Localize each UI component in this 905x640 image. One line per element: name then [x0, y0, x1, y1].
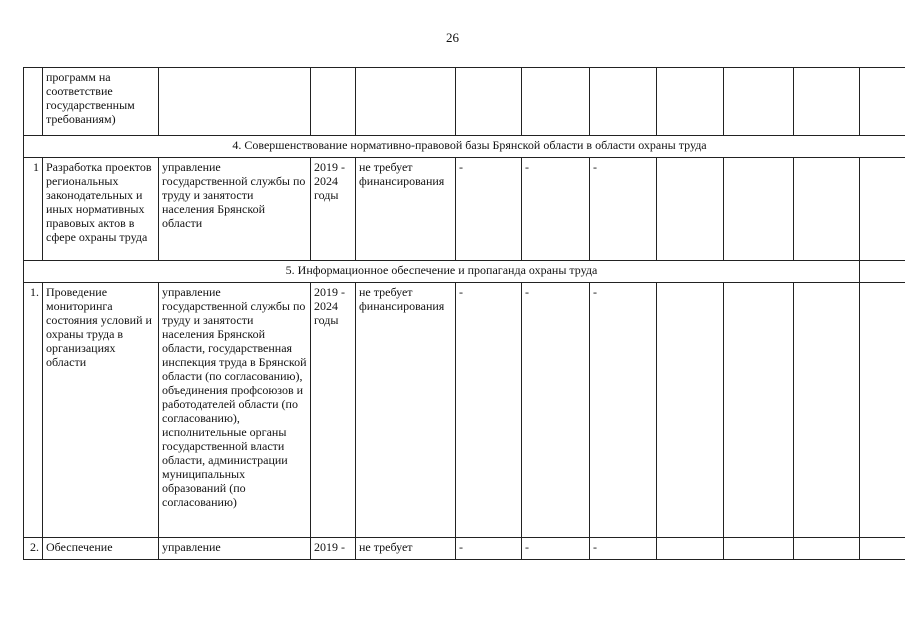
row-number-cell: 1. — [24, 283, 43, 538]
value-cell — [657, 538, 724, 560]
value-cell — [860, 68, 905, 136]
value-cell — [860, 538, 905, 560]
value-cell — [794, 538, 860, 560]
row-number-cell: 2. — [24, 538, 43, 560]
value-cell: - — [522, 158, 590, 261]
value-cell — [456, 68, 522, 136]
section-heading: 5. Информационное обеспечение и пропаганда охраны труда — [24, 261, 860, 283]
value-cell — [860, 158, 905, 261]
period-cell: 2019 - — [311, 538, 356, 560]
row-number-cell — [24, 68, 43, 136]
section-heading: 4. Совершенствование нормативно-правовой базы Брянской области в области охраны труда — [24, 136, 905, 158]
value-cell — [657, 283, 724, 538]
executor-cell: управление государственной службы по труду и занятости населения Брянской области — [159, 158, 311, 261]
page-number: 26 — [446, 30, 459, 45]
value-cell — [657, 68, 724, 136]
section-row — [24, 261, 905, 283]
value-cell — [724, 68, 794, 136]
executor-cell: управление государственной службы по труду и занятости населения Брянской области, государственная инспекция труда в Брянской области (по согласованию), объединения профсоюзов и работодателей области (по согласованию), исполнительные органы государственной власти области, администрации муниципальных образований (по согласованию) — [159, 283, 311, 538]
measure-name-cell: Проведение мониторинга состояния условий и охраны труда в организациях области — [43, 283, 159, 538]
financing-cell — [356, 68, 456, 136]
value-cell: - — [590, 283, 657, 538]
table-row — [24, 68, 905, 136]
value-cell — [522, 68, 590, 136]
value-cell — [590, 68, 657, 136]
value-cell — [794, 283, 860, 538]
value-cell: - — [590, 158, 657, 261]
period-cell: 2019 - 2024 годы — [311, 158, 356, 261]
value-cell — [657, 158, 724, 261]
period-cell: 2019 - 2024 годы — [311, 283, 356, 538]
value-cell — [724, 538, 794, 560]
section-row — [24, 136, 905, 158]
value-cell — [860, 261, 905, 283]
value-cell — [794, 158, 860, 261]
value-cell — [724, 158, 794, 261]
row-number-cell: 1 — [24, 158, 43, 261]
value-cell: - — [456, 158, 522, 261]
financing-cell: не требует — [356, 538, 456, 560]
value-cell: - — [522, 538, 590, 560]
period-cell — [311, 68, 356, 136]
table-row — [24, 158, 905, 261]
value-cell — [794, 68, 860, 136]
value-cell: - — [456, 283, 522, 538]
value-cell: - — [456, 538, 522, 560]
value-cell: - — [522, 283, 590, 538]
value-cell — [860, 283, 905, 538]
financing-cell: не требует финансирования — [356, 283, 456, 538]
value-cell: - — [590, 538, 657, 560]
value-cell — [724, 283, 794, 538]
table-row — [24, 538, 905, 560]
executor-cell — [159, 68, 311, 136]
table-row — [24, 283, 905, 538]
executor-cell: управление — [159, 538, 311, 560]
financing-cell: не требует финансирования — [356, 158, 456, 261]
measure-name-cell: программ на соответствие государственным требованиям) — [43, 68, 159, 136]
measures-table — [23, 67, 905, 560]
measure-name-cell: Обеспечение — [43, 538, 159, 560]
measure-name-cell: Разработка проектов региональных законодательных и иных нормативных правовых актов в сфере охраны труда — [43, 158, 159, 261]
